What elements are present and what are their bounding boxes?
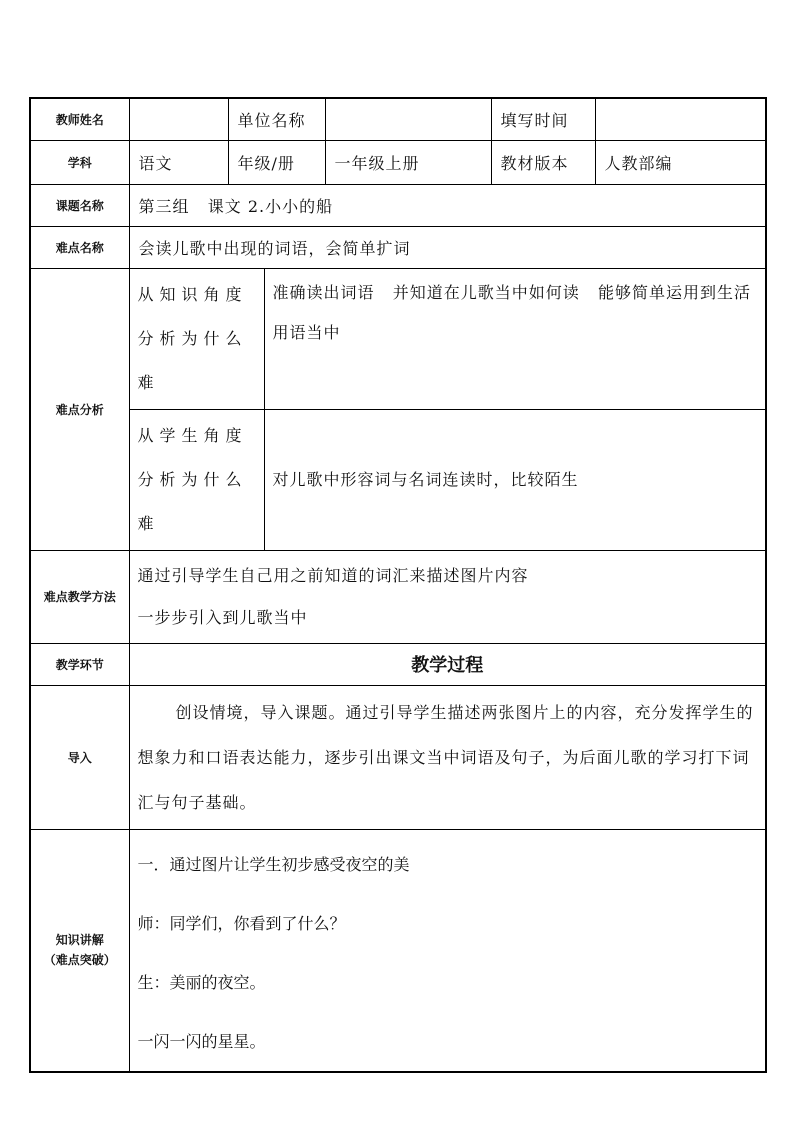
lesson-label: 课题名称 bbox=[30, 184, 129, 226]
lesson-row bbox=[30, 184, 766, 226]
subject-value: 语文 bbox=[129, 140, 228, 184]
knowledge-line-3: 生：美丽的夜空。 bbox=[137, 972, 266, 992]
fill-time-label: 填写时间 bbox=[491, 98, 595, 140]
method-row bbox=[30, 550, 766, 643]
student-angle-value: 对儿歌中形容词与名词连读时，比较陌生 bbox=[264, 409, 766, 550]
edition-label: 教材版本 bbox=[491, 140, 595, 184]
grade-value: 一年级上册 bbox=[325, 140, 491, 184]
analysis-student-row bbox=[30, 409, 766, 550]
subject-label: 学科 bbox=[30, 140, 129, 184]
intro-label: 导入 bbox=[30, 685, 129, 829]
subject-row bbox=[30, 140, 766, 184]
method-label: 难点教学方法 bbox=[30, 550, 129, 643]
process-header-row bbox=[30, 643, 766, 685]
intro-row bbox=[30, 685, 766, 829]
teacher-name-label: 教师姓名 bbox=[30, 98, 129, 140]
knowledge-label-line-2: （难点突破） bbox=[43, 953, 116, 968]
grade-label: 年级/册 bbox=[228, 140, 325, 184]
knowledge-line-1: 一．通过图片让学生初步感受夜空的美 bbox=[137, 854, 410, 874]
difficulty-row bbox=[30, 226, 766, 268]
method-line-2: 一步步引入到儿歌当中 bbox=[137, 607, 308, 627]
lesson-plan-table bbox=[29, 97, 767, 1073]
student-angle-label: 从学生角度分析为什么难 bbox=[129, 409, 264, 550]
knowledge-label bbox=[30, 829, 129, 1072]
teacher-name-value bbox=[129, 98, 228, 140]
header-row bbox=[30, 98, 766, 140]
knowledge-angle-value: 准确读出词语 并知道在儿歌当中如何读 能够简单运用到生活用语当中 bbox=[264, 268, 766, 409]
method-line-1: 通过引导学生自己用之前知道的词汇来描述图片内容 bbox=[137, 565, 529, 585]
lesson-value: 第三组 课文 2.小小的船 bbox=[129, 184, 766, 226]
knowledge-content bbox=[129, 829, 766, 1072]
difficulty-value: 会读儿歌中出现的词语，会简单扩词 bbox=[129, 226, 766, 268]
difficulty-label: 难点名称 bbox=[30, 226, 129, 268]
fill-time-value bbox=[595, 98, 766, 140]
knowledge-line-2: 师：同学们，你看到了什么？ bbox=[137, 913, 346, 933]
knowledge-line-4: 一闪一闪的星星。 bbox=[137, 1031, 266, 1051]
process-title: 教学过程 bbox=[129, 643, 766, 685]
analysis-label: 难点分析 bbox=[30, 268, 129, 550]
knowledge-row bbox=[30, 829, 766, 1072]
knowledge-angle-label: 从知识角度分析为什么难 bbox=[129, 268, 264, 409]
analysis-knowledge-row bbox=[30, 268, 766, 409]
edition-value: 人教部编 bbox=[595, 140, 766, 184]
unit-name-value bbox=[325, 98, 491, 140]
unit-name-label: 单位名称 bbox=[228, 98, 325, 140]
knowledge-label-line-1: 知识讲解 bbox=[55, 933, 104, 948]
intro-text: 创设情境，导入课题。通过引导学生描述两张图片上的内容，充分发挥学生的想象力和口语表达能力，逐步引出课文当中词语及句子，为后面儿歌的学习打下词汇与句子基础。 bbox=[129, 685, 766, 829]
process-label: 教学环节 bbox=[30, 643, 129, 685]
method-value bbox=[129, 550, 766, 643]
